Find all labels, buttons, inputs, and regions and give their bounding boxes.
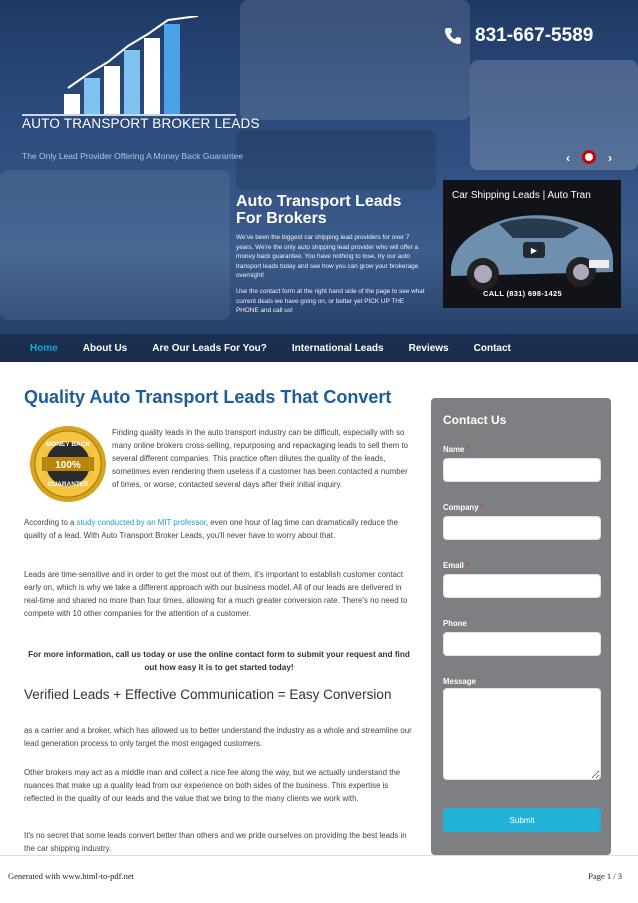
mit-study-link[interactable]: study conducted by an MIT professor <box>76 518 206 527</box>
name-label <box>443 445 469 454</box>
required-mark: * <box>477 677 481 686</box>
time-sensitive-paragraph: Leads are time-sensitive and in order to get the most out of them, it's important to establish customer contact early on, which is why we take a different approach with our business model. All of our leads are delivered in real-time and shared no more than four times, allowing for a much greater conversion rate. There's no need to compete with 10 other companies for the attention of a customer. <box>24 570 408 618</box>
nav-item-international-leads[interactable]: International Leads <box>291 342 384 354</box>
video-player[interactable] <box>443 180 621 308</box>
intro-paragraph: Finding quality leads in the auto transport industry can be difficult, especially with so many online brokers cross-selling, repurposing and repackaging leads to sell them to several different companies. This practice often dilutes the quality of the leads, sometimes even rendering them useless if a customer has been contacted a number of times, or worse, contacted several days after their initial inquiry. <box>112 428 409 489</box>
page-number: Page 1 / 3 <box>588 871 622 881</box>
nav-item-home[interactable]: Home <box>30 342 58 354</box>
paragraph-text: According to a <box>24 518 77 527</box>
required-mark: * <box>466 445 470 454</box>
required-mark: * <box>480 503 484 512</box>
phone-link[interactable] <box>443 22 593 50</box>
contact-form <box>431 398 611 855</box>
play-icon[interactable]: ▶ <box>523 242 545 258</box>
hero-banner <box>0 0 638 362</box>
svg-text:100%: 100% <box>55 460 81 471</box>
section-subheading: Verified Leads + Effective Communication = Easy Conversion <box>24 687 392 702</box>
phone-field[interactable] <box>443 632 601 656</box>
chevron-right-icon[interactable]: › <box>608 151 612 165</box>
promo-heading: Auto Transport Leads For Brokers <box>236 193 402 227</box>
page-title: Quality Auto Transport Leads That Convert <box>24 387 392 407</box>
phone-number: 831-667-5589 <box>475 25 594 46</box>
pdf-footer <box>0 855 638 903</box>
main-content <box>24 386 414 853</box>
background-truck-shape <box>0 170 230 320</box>
mit-study-paragraph <box>24 516 414 542</box>
best-leads-paragraph: It's no secret that some leads convert better than others and we pride ourselves on providing the best leads in the car shipping industry. <box>24 831 407 853</box>
svg-text:GUARANTEE: GUARANTEE <box>47 481 89 488</box>
logo[interactable] <box>22 16 260 161</box>
nav-item-contact[interactable]: Contact <box>473 342 511 354</box>
slider-controls <box>560 150 618 166</box>
email-field[interactable] <box>443 574 601 598</box>
message-field[interactable] <box>443 688 601 780</box>
logo-title: AUTO TRANSPORT BROKER LEADS <box>22 116 260 131</box>
contact-form-title: Contact Us <box>443 413 507 427</box>
video-title: Car Shipping Leads | Auto Tran <box>452 190 591 201</box>
carrier-broker-paragraph: as a carrier and a broker, which has allowed us to better understand the industry as a whole and streamline our lead generation process to only target the most engaged customers. <box>24 726 412 748</box>
money-back-guarantee-badge-icon <box>28 424 108 504</box>
background-truck-shape <box>236 130 436 190</box>
call-to-action: For more information, call us today or use the online contact form to submit your request and find out how easy it is to get started today! <box>28 650 410 672</box>
phone-icon <box>443 26 463 46</box>
label-text: Email <box>443 561 464 570</box>
message-label <box>443 677 481 686</box>
svg-text:MONEY BACK: MONEY BACK <box>45 441 91 448</box>
slider-dot-icon[interactable] <box>582 150 596 164</box>
other-brokers-paragraph: Other brokers may act as a middle man and collect a nice fee along the way, but we actually understand the nuances that make up a quality lead from our experience on both sides of the business. This expertise is reflected in the quality of our leads and the value that we bring to the many clients we work with. <box>24 768 401 803</box>
promo-box <box>236 193 426 316</box>
label-text: Message <box>443 677 476 686</box>
nav-item-about-us[interactable]: About Us <box>82 342 128 354</box>
generated-by-text: Generated with www.html-to-pdf.net <box>8 871 134 881</box>
promo-paragraph: Use the contact form at the right hand side of the page to see what current deals we have going on, or better yet PICK UP THE PHONE and call us! <box>236 287 425 315</box>
email-label <box>443 561 469 570</box>
nav-item-reviews[interactable]: Reviews <box>408 342 449 354</box>
submit-button[interactable]: Submit <box>443 808 601 832</box>
video-call-text: CALL (831) 698-1425 <box>483 289 562 298</box>
paragraph-text: , even one hour of lag time can dramatically reduce the quality of a lead. With Auto Transport Broker Leads, you'll never have to worry about that. <box>24 518 399 540</box>
main-nav <box>0 334 638 362</box>
logo-tagline: The Only Lead Provider Offering A Money Back Guarantee <box>22 151 243 161</box>
label-text: Name <box>443 445 465 454</box>
label-text: Company <box>443 503 479 512</box>
phone-label <box>443 619 467 628</box>
label-text: Phone <box>443 619 467 628</box>
name-field[interactable] <box>443 458 601 482</box>
promo-paragraph: We've been the biggest car shipping lead providers for over 7 years. We're the only auto shipping lead provider who will offer a money back guarantee. You have nothing to lose, try our auto transport leads today and see how you can grow your brokerage overnight! <box>236 234 419 280</box>
background-truck-shape <box>240 0 470 120</box>
company-label <box>443 503 484 512</box>
company-field[interactable] <box>443 516 601 540</box>
required-mark: * <box>465 561 469 570</box>
nav-item-leads-for-you[interactable]: Are Our Leads For You? <box>152 342 267 354</box>
bar-chart-logo-icon <box>64 16 214 116</box>
chevron-left-icon[interactable]: ‹ <box>566 151 570 165</box>
